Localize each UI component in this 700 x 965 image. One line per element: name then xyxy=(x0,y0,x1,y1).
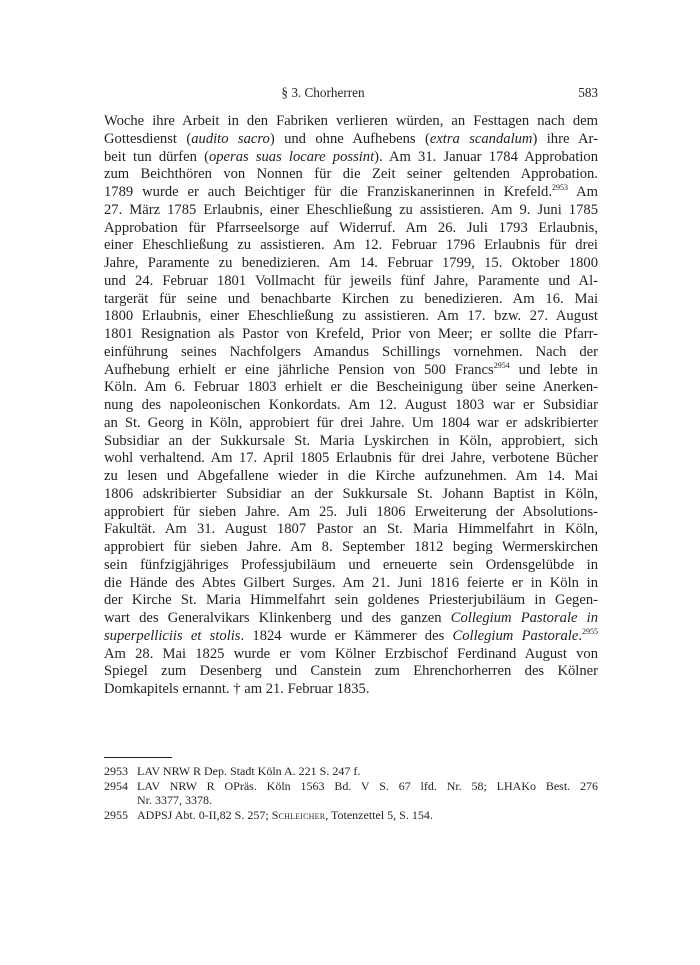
italic-text: Collegium Pastorale xyxy=(452,627,579,644)
text-run: targerät für seine und benachbarte Kirchen zu benedizieren. Am 16. Mai xyxy=(104,290,598,307)
text-run: und lebte in xyxy=(509,361,598,378)
text-line xyxy=(104,557,598,575)
text-line xyxy=(104,202,598,220)
text-run: sein fünfzigjähriges Professjubiläum und erneuerte sein Ordensgelübde in xyxy=(104,556,598,573)
text-line xyxy=(104,379,598,397)
text-line xyxy=(104,149,598,167)
footnote-reference[interactable]: 2953 xyxy=(551,183,568,192)
text-run: Nr. 3377, 3378. xyxy=(137,793,212,808)
text-line xyxy=(104,166,598,184)
text-line xyxy=(104,273,598,291)
footnote-line xyxy=(137,808,598,823)
text-line xyxy=(104,504,598,522)
text-line xyxy=(104,326,598,344)
text-run: ADPSJ Abt. 0-II,82 S. 257; xyxy=(137,807,272,822)
footnote-line xyxy=(137,764,598,779)
footnote-2954 xyxy=(104,779,598,808)
text-run: ) ihre Ar- xyxy=(532,130,598,147)
footnote-2955 xyxy=(104,808,598,823)
main-paragraph xyxy=(104,113,598,699)
text-run: und 24. Februar 1801 Vollmacht für jeweils fünf Jahre, Paramente und Al- xyxy=(104,272,598,289)
italic-text: audito sacro xyxy=(191,130,270,147)
text-run: Approbation für Pfarrseelsorge auf Widerruf. Am 26. Juli 1793 Erlaubnis, xyxy=(104,219,598,236)
text-line xyxy=(104,308,598,326)
text-run: an St. Georg in Köln, approbiert für drei Jahre. Um 1804 war er adskribierter xyxy=(104,414,598,431)
text-line xyxy=(104,362,598,380)
section-title: § 3. Chorherren xyxy=(281,85,365,100)
text-run: 27. März 1785 Erlaubnis, einer Eheschließung zu assistieren. Am 9. Juni 1785 xyxy=(104,201,598,218)
text-run: Gottesdienst ( xyxy=(104,130,192,147)
text-line xyxy=(104,663,598,681)
text-run: der Kirche St. Maria Himmelfahrt sein goldenes Priesterjubiläum in Gegen- xyxy=(104,592,598,609)
text-run: Am xyxy=(567,184,598,200)
text-run: die Hände des Abtes Gilbert Surges. Am 21. Juni 1816 feierte er in Köln in xyxy=(104,574,598,591)
text-run: Fakultät. Am 31. August 1807 Pastor an St. Maria Himmelfahrt in Köln, xyxy=(104,521,598,538)
text-line xyxy=(104,237,598,255)
text-line xyxy=(104,610,598,628)
text-run: Köln. Am 6. Februar 1803 erhielt er die Bescheinigung über seine Anerken- xyxy=(104,379,598,396)
text-run: approbiert für sieben Jahre. Am 25. Juli 1806 Erweiterung der Absolutions- xyxy=(104,503,598,520)
text-run: Jahre, Paramente zu benedizieren. Am 14. Februar 1799, 15. Oktober 1800 xyxy=(104,255,598,271)
footnote-number: 2955 xyxy=(104,807,128,822)
text-line xyxy=(104,397,598,415)
text-run: Woche ihre Arbeit in den Fabriken verlieren würden, an Festtagen nach dem xyxy=(104,113,598,129)
footnote-number: 2954 xyxy=(104,778,128,793)
text-line xyxy=(104,255,598,273)
text-run: 1800 Erlaubnis, einer Eheschließung zu assistieren. Am 17. bzw. 27. August xyxy=(104,308,598,325)
text-line xyxy=(104,450,598,468)
text-run: Am 28. Mai 1825 wurde er vom Kölner Erzbischof Ferdinand August von xyxy=(104,645,598,662)
text-run: 1806 adskribierter Subsidiar an der Sukkursale St. Johann Baptist in Köln, xyxy=(104,485,598,502)
text-line xyxy=(104,539,598,557)
italic-text: operas suas locare possint xyxy=(208,148,375,165)
text-line xyxy=(104,220,598,238)
text-run: LAV NRW R OPräs. Köln 1563 Bd. V S. 67 lfd. Nr. 58; LHAKo Best. 276 xyxy=(137,778,598,793)
text-run: Aufhebung erhielt er eine jährliche Pension von 500 Francs xyxy=(104,361,494,378)
footnote-reference[interactable]: 2954 xyxy=(493,360,510,370)
text-run: wohl verhaltend. Am 17. April 1805 Erlaubnis für drei Jahre, verbotene Bücher xyxy=(104,450,598,467)
text-run: einer Eheschließung zu assistieren. Am 12. Februar 1796 Erlaubnis für drei xyxy=(104,237,598,254)
text-run: zu lesen und Abgefallene wieder in die Kirche aufzunehmen. Am 14. Mai xyxy=(104,468,598,484)
text-line xyxy=(104,521,598,539)
footnote-line xyxy=(137,793,598,808)
text-run: ) und ohne Aufhebens ( xyxy=(269,130,430,147)
footnote-line xyxy=(137,779,598,794)
text-line xyxy=(104,646,598,664)
text-line xyxy=(104,131,598,149)
text-line xyxy=(104,184,598,202)
text-run: Spiegel zum Desenberg und Canstein zum Ehrenchorherren des Kölner xyxy=(104,663,598,680)
italic-text: Collegium Pastorale in xyxy=(450,610,598,626)
text-run: . xyxy=(578,627,582,644)
text-run: beit tun dürfen ( xyxy=(104,148,209,165)
footnote-number: 2953 xyxy=(104,764,128,778)
running-head xyxy=(104,84,598,102)
text-run: nung des napoleonischen Konkordats. Am 12. August 1803 war er Subsidiar xyxy=(104,397,598,413)
footnotes xyxy=(104,764,598,822)
text-run: LAV NRW R Dep. Stadt Köln A. 221 S. 247 f. xyxy=(137,764,361,778)
text-run: wart des Generalvikars Klinkenberg und des ganzen xyxy=(104,610,451,626)
page-number: 583 xyxy=(578,85,598,100)
text-line xyxy=(104,433,598,451)
text-line xyxy=(104,415,598,433)
text-run: ). Am 31. Januar 1784 Approbation xyxy=(374,148,598,165)
text-line xyxy=(104,291,598,309)
text-run: Domkapitels ernannt. † am 21. Februar 1835. xyxy=(104,681,370,697)
text-run: 1789 wurde er auch Beichtiger für die Franziskanerinnen in Krefeld. xyxy=(104,184,552,200)
footnote-separator xyxy=(104,757,172,758)
italic-text: extra scandalum xyxy=(429,130,533,147)
text-line xyxy=(104,628,598,646)
text-run: . 1824 wurde er Kämmerer des xyxy=(240,627,453,644)
text-line xyxy=(104,681,598,699)
author-name: Schleicher xyxy=(271,807,326,822)
text-line xyxy=(104,486,598,504)
text-run: 1801 Resignation als Pastor von Krefeld, Prior von Meer; er sollte die Pfarr- xyxy=(104,326,598,342)
text-run: , Totenzettel 5, S. 154. xyxy=(325,807,433,822)
text-line xyxy=(104,575,598,593)
text-line xyxy=(104,592,598,610)
text-line xyxy=(104,344,598,362)
footnote-reference[interactable]: 2955 xyxy=(581,626,598,636)
text-run: approbiert für sieben Jahre. Am 8. September 1812 beging Wermerskirchen xyxy=(104,539,598,555)
text-run: einführung seines Nachfolgers Amandus Schillings vornehmen. Nach der xyxy=(104,343,598,360)
text-line xyxy=(104,113,598,131)
italic-text: superpelliciis et stolis xyxy=(104,627,241,644)
text-run: zum Beichthören von Nonnen für die Zeit seiner geltenden Approbation. xyxy=(104,166,598,183)
footnote-2953 xyxy=(104,764,598,779)
text-run: Subsidiar an der Sukkursale St. Maria Lyskirchen in Köln, approbiert, sich xyxy=(104,432,598,449)
text-line xyxy=(104,468,598,486)
